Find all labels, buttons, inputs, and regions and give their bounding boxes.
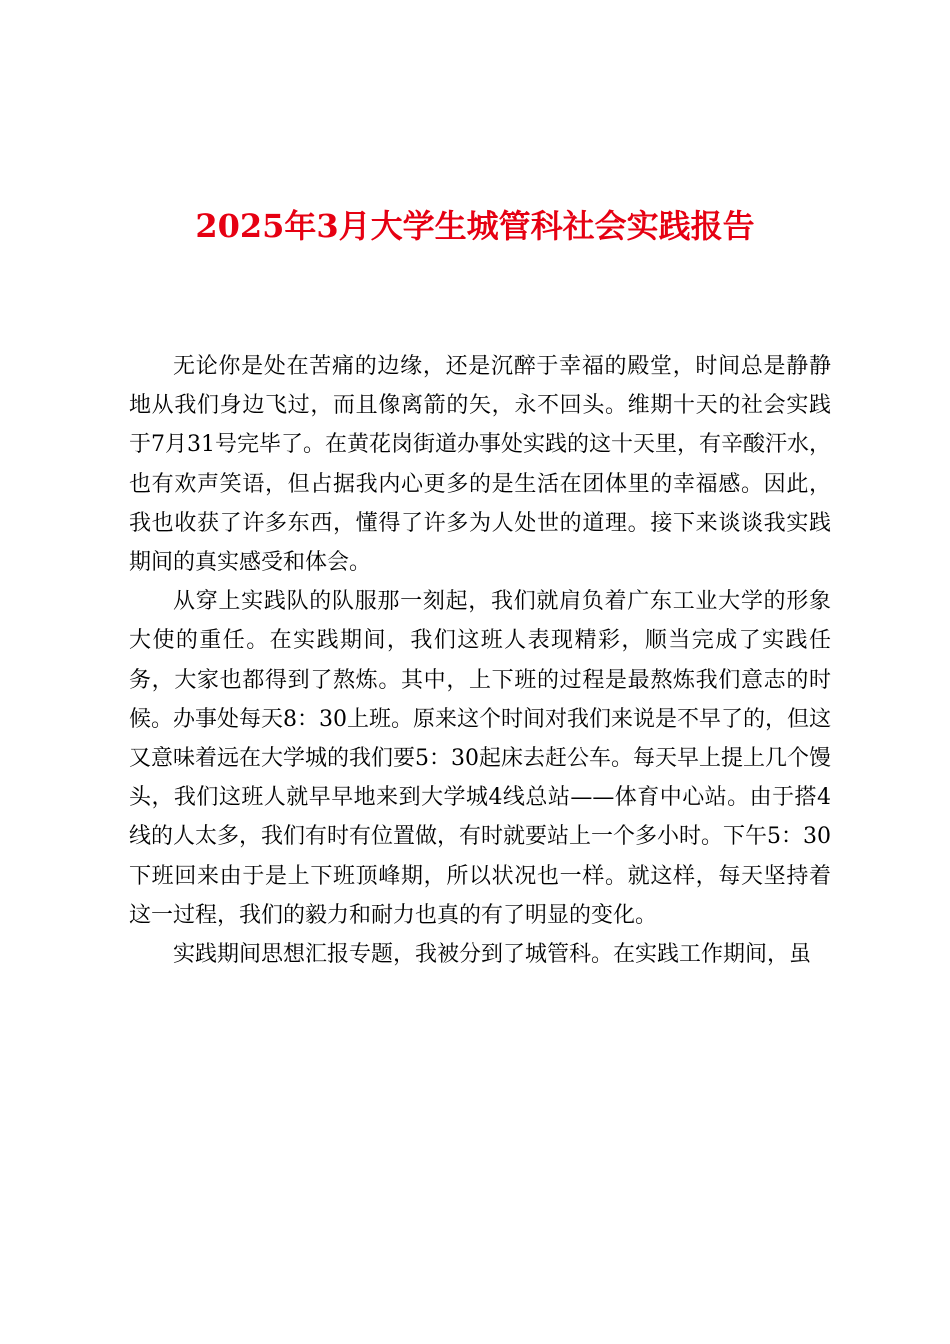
paragraph-2: 从穿上实践队的队服那一刻起，我们就肩负着广东工业大学的形象大使的重任。在实践期间，我们这班人表现精彩，顺当完成了实践任务，大家也都得到了熬炼。其中，上下班的过程是最熬炼我们意志的时候。办事处每天8：30上班。原来这个时间对我们来说是不早了的，但这又意味着远在大学城的我们要5：30起床去赶公车。每天早上提上几个馒头，我们这班人就早早地来到大学城4线总站——体育中心站。由于搭4线的人太多，我们有时有位置做，有时就要站上一个多小时。下午5：30下班回来由于是上下班顶峰期，所以状况也一样。就这样，每天坚持着这一过程，我们的毅力和耐力也真的有了明显的变化。 [129,589,831,928]
page-title: 2025年3月大学生城管科社会实践报告 [195,207,755,245]
paragraph-1: 无论你是处在苦痛的边缘，还是沉醉于幸福的殿堂，时间总是静静地从我们身边飞过，而且像离箭的矢，永不回头。维期十天的社会实践于7月31号完毕了。在黄花岗街道办事处实践的这十天里，有辛酸汗水，也有欢声笑语，但占据我内心更多的是生活在团体里的幸福感。因此，我也收获了许多东西，懂得了许多为人处世的道理。接下来谈谈我实践期间的真实感受和体会。 [129,354,831,576]
paragraph-3: 实践期间思想汇报专题，我被分到了城管科。在实践工作期间，虽 [173,942,812,968]
document-body [129,347,831,974]
